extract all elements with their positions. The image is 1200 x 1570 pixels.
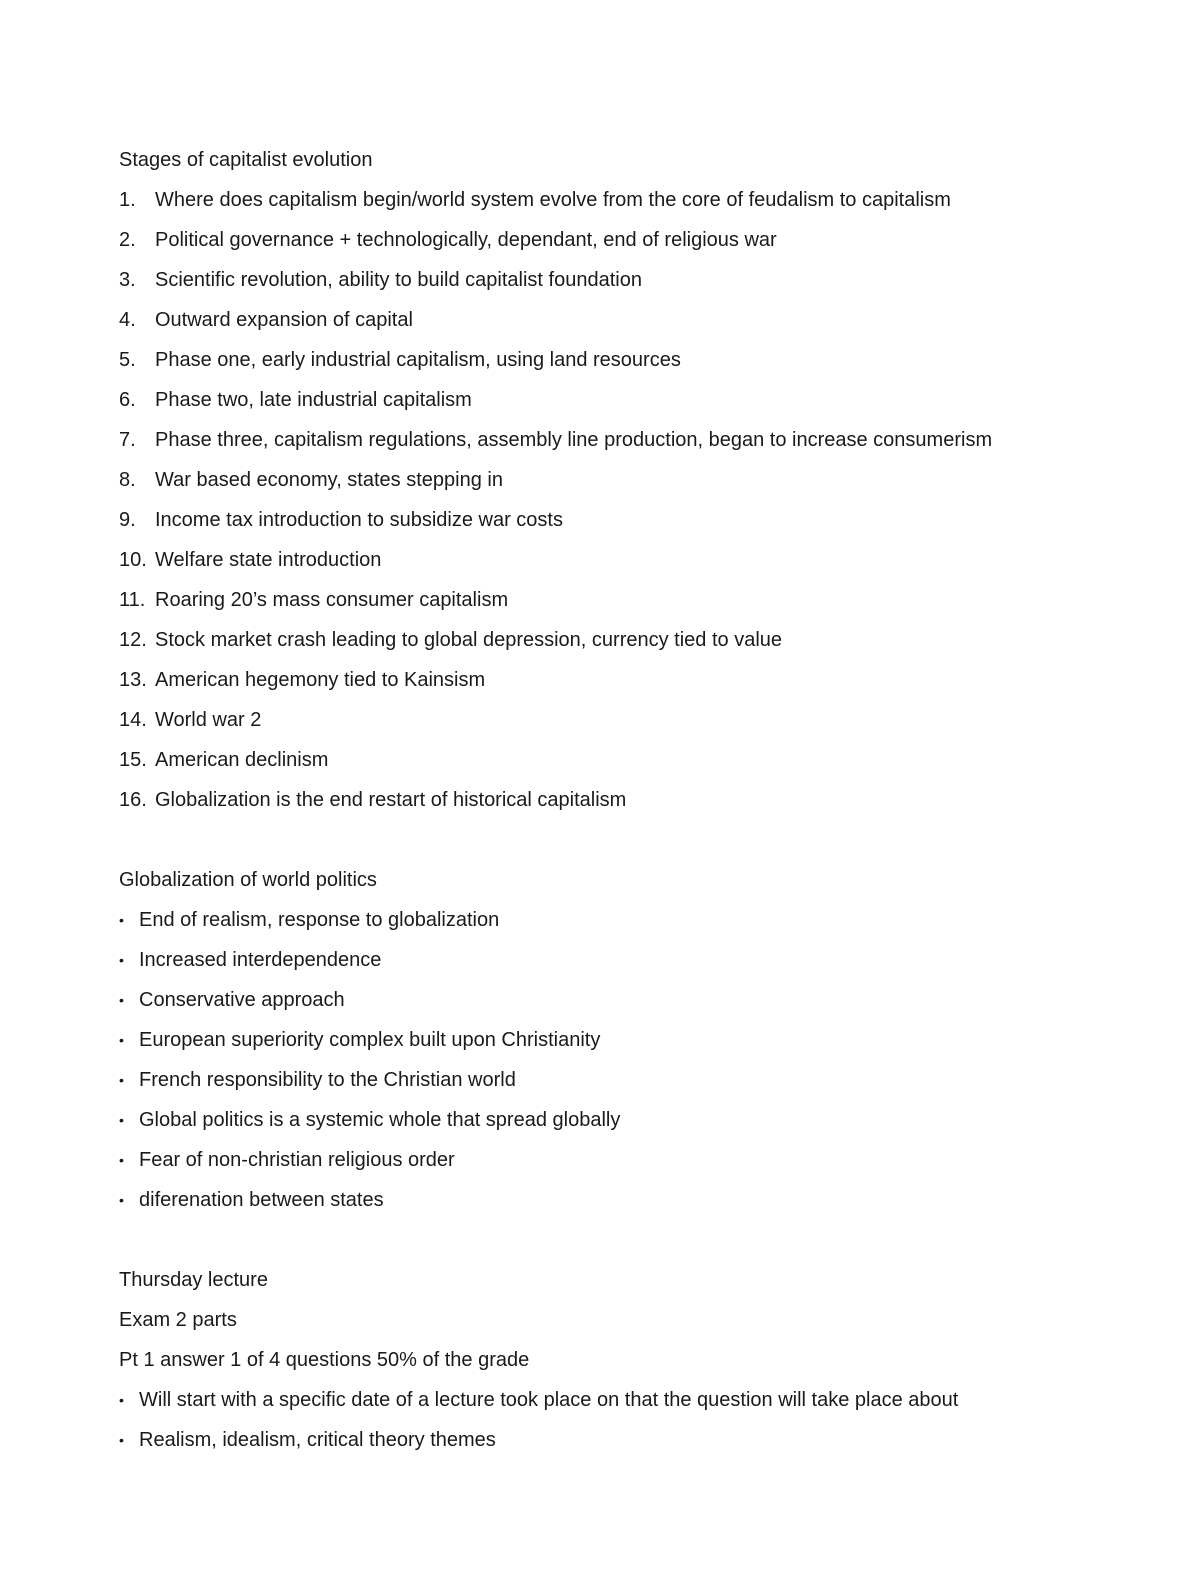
list-item	[119, 700, 1079, 740]
list-item	[119, 300, 1079, 340]
item-text: Scientific revolution, ability to build capitalist foundation	[155, 269, 642, 291]
item-number: 3.	[119, 269, 136, 291]
item-text: Globalization is the end restart of historical capitalism	[155, 789, 627, 811]
part-one-line: Pt 1 answer 1 of 4 questions 50% of the grade	[119, 1349, 530, 1371]
item-number: 7.	[119, 429, 136, 451]
item-number: 14.	[119, 709, 147, 731]
bullet-icon: •	[119, 1072, 124, 1088]
list-item	[119, 1180, 1079, 1220]
item-text: Phase one, early industrial capitalism, using land resources	[155, 349, 681, 371]
bullet-icon: •	[119, 1112, 124, 1128]
item-number: 4.	[119, 309, 136, 331]
section-heading-globalization: Globalization of world politics	[119, 869, 377, 891]
list-item	[119, 1100, 1079, 1140]
list-item	[119, 580, 1079, 620]
list-item	[119, 780, 1079, 820]
list-item	[119, 340, 1079, 380]
exam-parts-line: Exam 2 parts	[119, 1309, 237, 1331]
item-text: Welfare state introduction	[155, 549, 382, 571]
item-text: Income tax introduction to subsidize war costs	[155, 509, 563, 531]
bullet-icon: •	[119, 1192, 124, 1208]
list-item	[119, 460, 1079, 500]
item-text: American declinism	[155, 749, 329, 771]
bullet-icon: •	[119, 1432, 124, 1448]
item-number: 1.	[119, 189, 136, 211]
item-number: 2.	[119, 229, 136, 251]
bullet-icon: •	[119, 952, 124, 968]
bullet-icon: •	[119, 912, 124, 928]
item-number: 8.	[119, 469, 136, 491]
item-text: Political governance + technologically, dependant, end of religious war	[155, 229, 777, 251]
item-text: World war 2	[155, 709, 262, 731]
item-text: Will start with a specific date of a lecture took place on that the question will take place about	[139, 1389, 959, 1411]
list-item	[119, 1380, 1079, 1420]
item-text: Global politics is a systemic whole that spread globally	[139, 1109, 621, 1131]
list-item	[119, 660, 1079, 700]
list-item	[119, 900, 1079, 940]
item-number: 11.	[119, 589, 146, 611]
capitalist-stages-list	[119, 180, 1079, 820]
bullet-icon: •	[119, 1032, 124, 1048]
section-spacer	[119, 820, 1079, 860]
bullet-icon: •	[119, 1152, 124, 1168]
list-item	[119, 540, 1079, 580]
item-text: diferenation between states	[139, 1189, 384, 1211]
item-number: 12.	[119, 629, 147, 651]
item-number: 13.	[119, 669, 147, 691]
item-text: Where does capitalism begin/world system evolve from the core of feudalism to capitalism	[155, 189, 951, 211]
globalization-bullet-list	[119, 900, 1079, 1220]
item-number: 15.	[119, 749, 147, 771]
item-text: French responsibility to the Christian world	[139, 1069, 516, 1091]
list-item	[119, 1060, 1079, 1100]
item-number: 16.	[119, 789, 147, 811]
item-text: Conservative approach	[139, 989, 345, 1011]
item-number: 5.	[119, 349, 136, 371]
item-text: Increased interdependence	[139, 949, 382, 971]
document-content	[119, 140, 1079, 1460]
list-item	[119, 260, 1079, 300]
list-item	[119, 500, 1079, 540]
list-item	[119, 180, 1079, 220]
list-item	[119, 740, 1079, 780]
item-text: Phase two, late industrial capitalism	[155, 389, 472, 411]
list-item	[119, 1020, 1079, 1060]
list-item	[119, 980, 1079, 1020]
item-text: Outward expansion of capital	[155, 309, 413, 331]
exam-bullet-list	[119, 1380, 1079, 1460]
item-number: 6.	[119, 389, 136, 411]
item-number: 10.	[119, 549, 147, 571]
item-text: End of realism, response to globalization	[139, 909, 500, 931]
section-spacer	[119, 1220, 1079, 1260]
list-item	[119, 420, 1079, 460]
section-heading-thursday-lecture: Thursday lecture	[119, 1269, 268, 1291]
item-text: Fear of non-christian religious order	[139, 1149, 455, 1171]
list-item	[119, 940, 1079, 980]
item-number: 9.	[119, 509, 136, 531]
bullet-icon: •	[119, 1392, 124, 1408]
list-item	[119, 620, 1079, 660]
list-item	[119, 1420, 1079, 1460]
section-heading-capitalist-evolution: Stages of capitalist evolution	[119, 149, 373, 171]
item-text: Realism, idealism, critical theory themes	[139, 1429, 496, 1451]
bullet-icon: •	[119, 992, 124, 1008]
item-text: Phase three, capitalism regulations, assembly line production, began to increase consumerism	[155, 429, 993, 451]
item-text: European superiority complex built upon Christianity	[139, 1029, 601, 1051]
item-text: War based economy, states stepping in	[155, 469, 503, 491]
list-item	[119, 1140, 1079, 1180]
list-item	[119, 380, 1079, 420]
item-text: Roaring 20’s mass consumer capitalism	[155, 589, 509, 611]
list-item	[119, 220, 1079, 260]
item-text: Stock market crash leading to global depression, currency tied to value	[155, 629, 783, 651]
item-text: American hegemony tied to Kainsism	[155, 669, 486, 691]
